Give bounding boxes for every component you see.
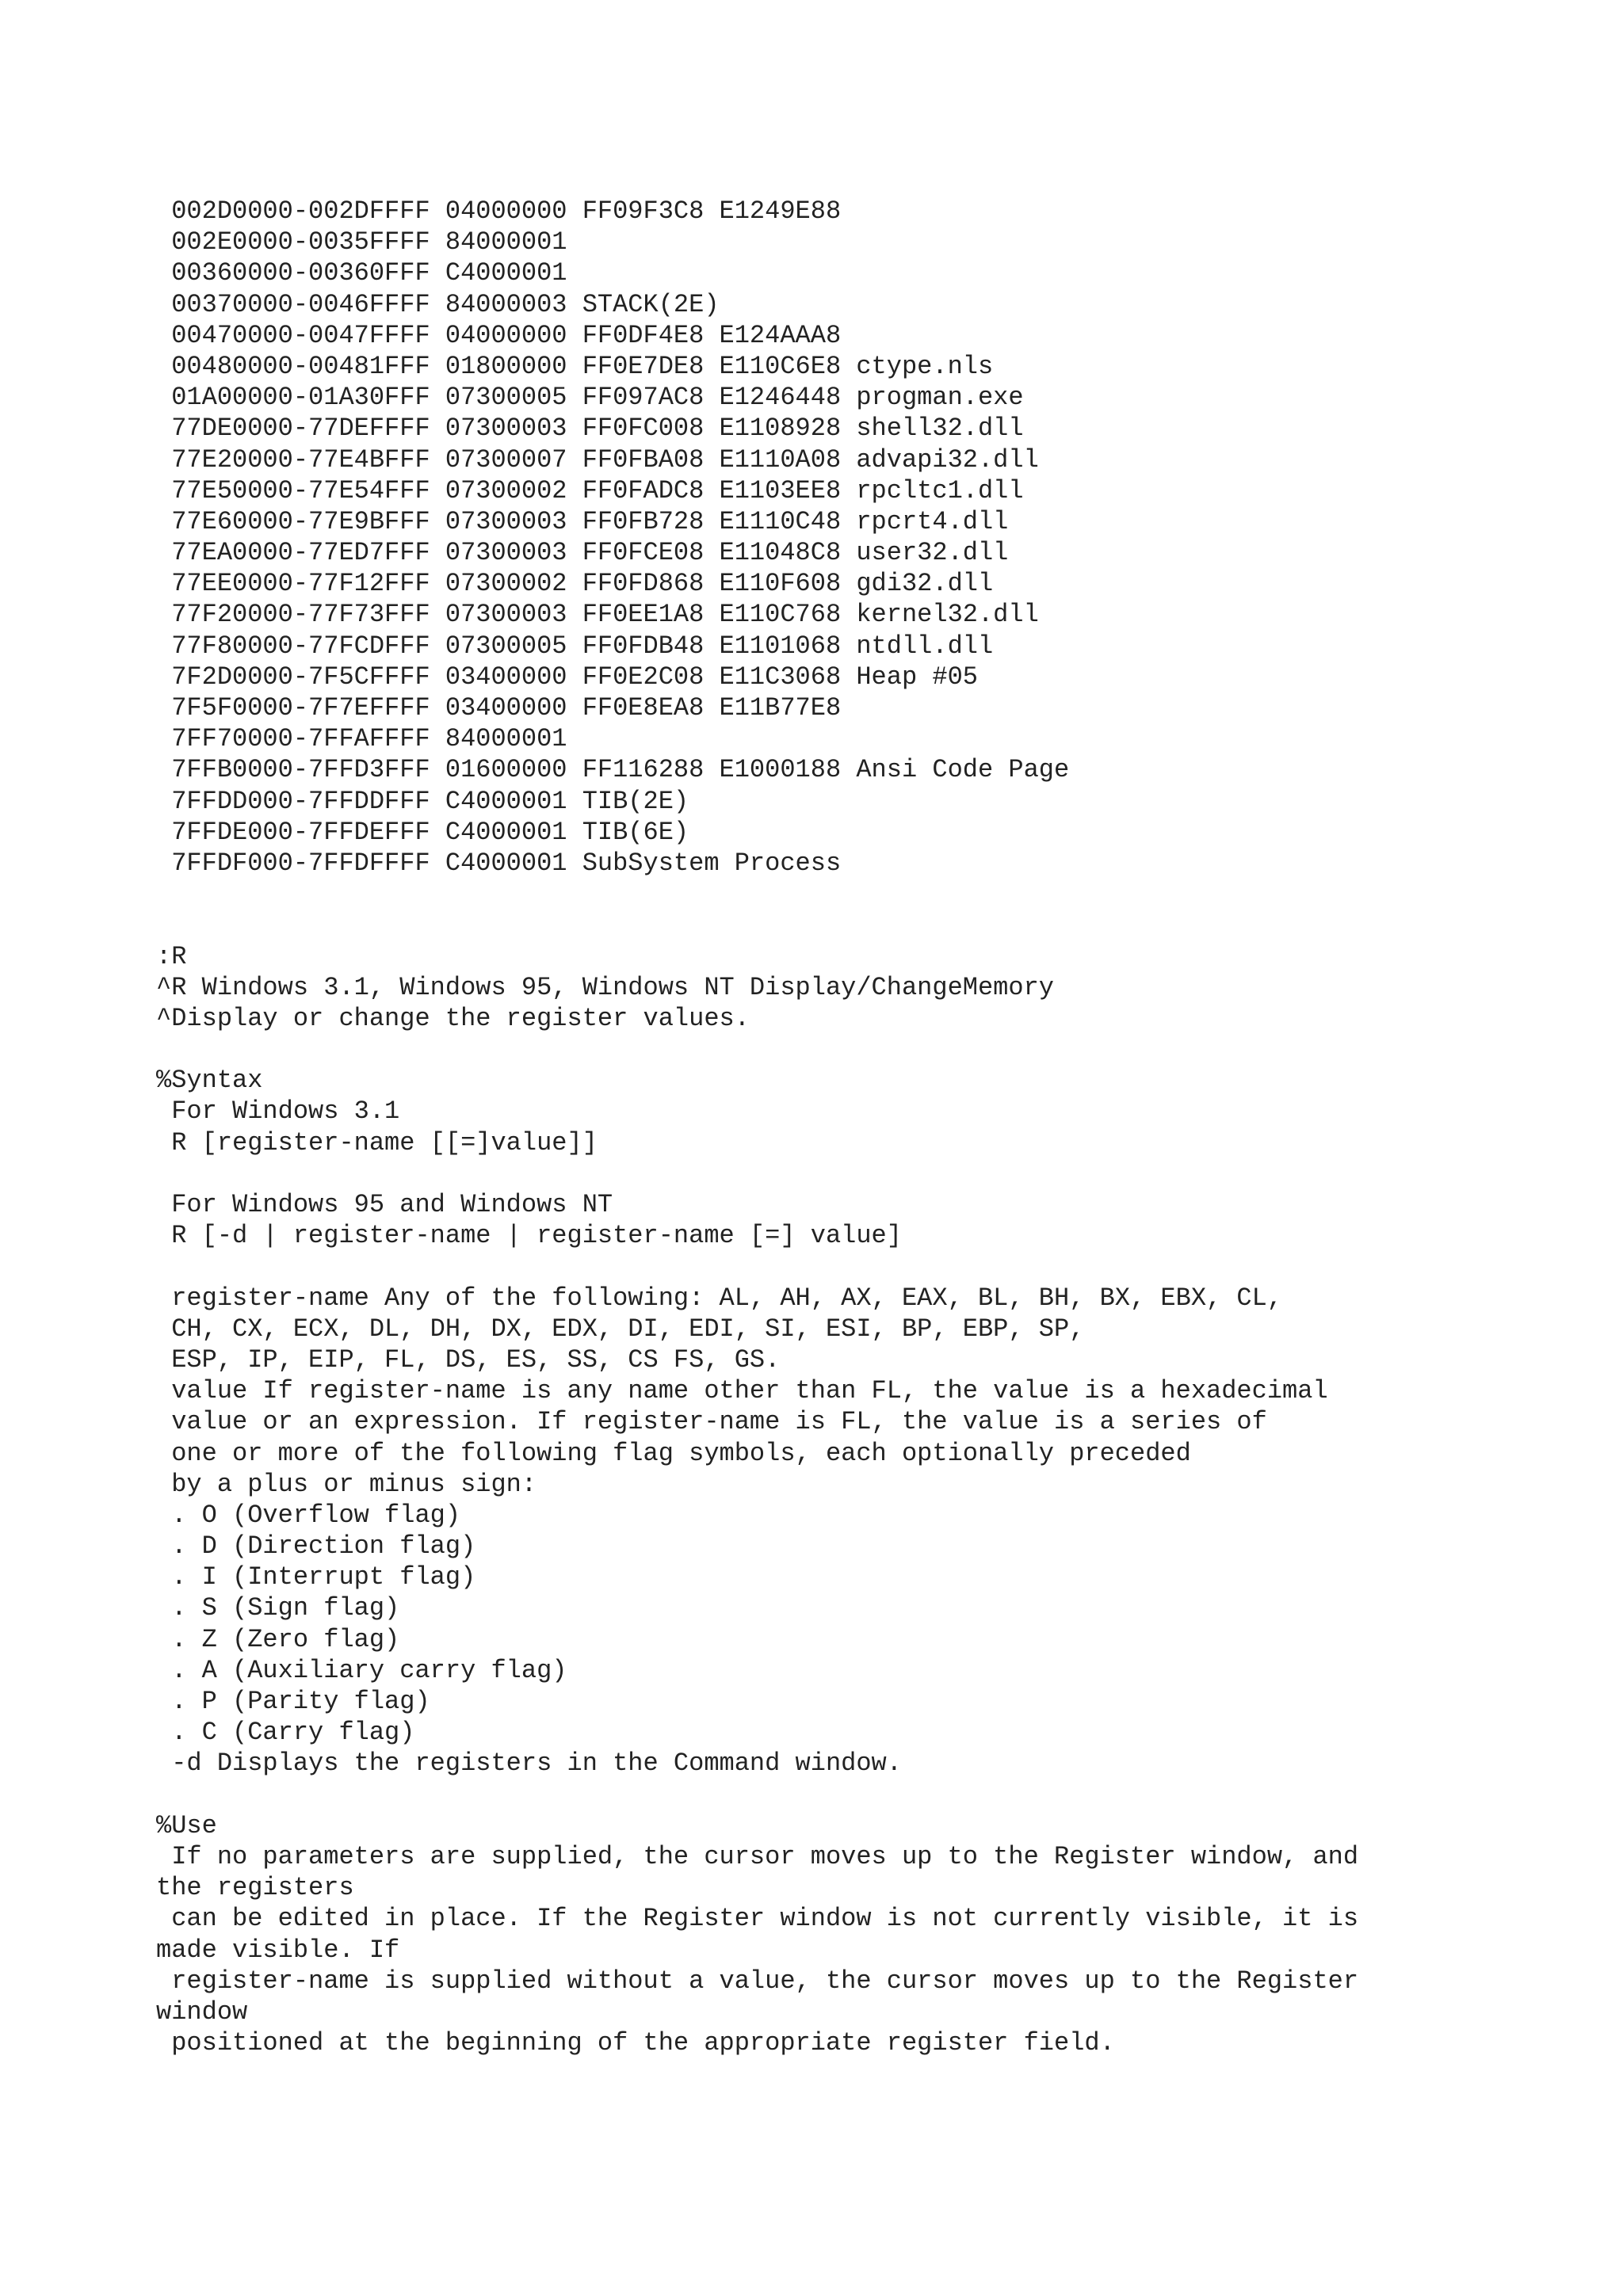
text-line: 77E20000-77E4BFFF 07300007 FF0FBA08 E1110A08 advapi32.dll	[156, 444, 1039, 475]
text-line: 77F20000-77F73FFF 07300003 FF0EE1A8 E110C768 kernel32.dll	[156, 600, 1039, 630]
text-line: can be edited in place. If the Register window is not currently visible, it is	[156, 1904, 1359, 1934]
text-line: 01A00000-01A30FFF 07300005 FF097AC8 E1246448 progman.exe	[156, 383, 1024, 413]
text-line: 7FFB0000-7FFD3FFF 01600000 FF116288 E1000188 Ansi Code Page	[156, 755, 1070, 785]
text-line: 77DE0000-77DEFFFF 07300003 FF0FC008 E1108928 shell32.dll	[156, 414, 1024, 444]
text-line: 7FFDF000-7FFDFFFF C4000001 SubSystem Process	[156, 848, 842, 878]
text-line: 00470000-0047FFFF 04000000 FF0DF4E8 E124AAA8	[156, 320, 842, 350]
text-line: made visible. If	[156, 1935, 400, 1965]
text-line: 77E50000-77E54FFF 07300002 FF0FADC8 E1103EE8 rpcltc1.dll	[156, 475, 1024, 505]
text-line: %Use	[156, 1810, 217, 1840]
text-line: value or an expression. If register-name is FL, the value is a series of	[156, 1407, 1267, 1437]
text-line: For Windows 3.1	[156, 1097, 400, 1127]
text-line: 7FFDE000-7FFDEFFF C4000001 TIB(6E)	[156, 817, 689, 847]
text-line: . Z (Zero flag)	[156, 1624, 400, 1654]
text-line: 7FF70000-7FFAFFFF 84000001	[156, 724, 567, 754]
text-line: the registers	[156, 1873, 354, 1903]
text-line: :R	[156, 941, 187, 971]
text-line: 77EA0000-77ED7FFF 07300003 FF0FCE08 E11048C8 user32.dll	[156, 538, 1009, 568]
text-line: ^R Windows 3.1, Windows 95, Windows NT Display/ChangeMemory	[156, 972, 1054, 1002]
text-line: register-name Any of the following: AL, AH, AX, EAX, BL, BH, BX, EBX, CL,	[156, 1283, 1283, 1313]
text-line	[156, 1034, 1598, 1065]
text-line: R [register-name [[=]value]]	[156, 1127, 598, 1158]
text-line: . A (Auxiliary carry flag)	[156, 1655, 567, 1685]
text-line	[156, 879, 1598, 910]
text-line: . P (Parity flag)	[156, 1687, 430, 1716]
text-line: R [-d | register-name | register-name [=] value]	[156, 1221, 902, 1251]
text-line: 7FFDD000-7FFDDFFF C4000001 TIB(2E)	[156, 786, 689, 816]
text-line: 7F2D0000-7F5CFFFF 03400000 FF0E2C08 E11C3068 Heap #05	[156, 662, 978, 692]
text-line: 77EE0000-77F12FFF 07300002 FF0FD868 E110F608 gdi32.dll	[156, 569, 994, 599]
text-line: value If register-name is any name other than FL, the value is a hexadecimal	[156, 1376, 1328, 1406]
text-line	[156, 1779, 1598, 1810]
text-line	[156, 1158, 1598, 1189]
text-line: If no parameters are supplied, the cursor moves up to the Register window, and	[156, 1841, 1359, 1871]
text-line: %Syntax	[156, 1066, 263, 1096]
text-line: 00480000-00481FFF 01800000 FF0E7DE8 E110C6E8 ctype.nls	[156, 351, 994, 381]
text-line: ^Display or change the register values.	[156, 1003, 750, 1033]
text-line: by a plus or minus sign:	[156, 1469, 537, 1499]
text-line: 7F5F0000-7F7EFFFF 03400000 FF0E8EA8 E11B77E8	[156, 693, 842, 723]
text-line	[156, 1251, 1598, 1282]
document-text	[156, 196, 1598, 2058]
text-line	[156, 910, 1598, 940]
text-line: . D (Direction flag)	[156, 1531, 476, 1562]
text-line: 002E0000-0035FFFF 84000001	[156, 227, 567, 257]
text-line: window	[156, 1997, 248, 2027]
text-line: 00360000-00360FFF C4000001	[156, 258, 567, 288]
text-line: ESP, IP, EIP, FL, DS, ES, SS, CS FS, GS.	[156, 1344, 781, 1375]
text-line: positioned at the beginning of the appropriate register field.	[156, 2028, 1115, 2058]
text-line: . I (Interrupt flag)	[156, 1562, 476, 1592]
text-line: 77F80000-77FCDFFF 07300005 FF0FDB48 E1101068 ntdll.dll	[156, 631, 994, 661]
text-line: 002D0000-002DFFFF 04000000 FF09F3C8 E1249E88	[156, 196, 842, 226]
text-line: register-name is supplied without a value, the cursor moves up to the Register	[156, 1966, 1359, 1996]
text-line: . S (Sign flag)	[156, 1593, 400, 1623]
text-line: For Windows 95 and Windows NT	[156, 1190, 613, 1219]
text-line: . O (Overflow flag)	[156, 1500, 461, 1530]
text-line: -d Displays the registers in the Command window.	[156, 1749, 902, 1779]
text-line: 00370000-0046FFFF 84000003 STACK(2E)	[156, 289, 720, 319]
text-line: CH, CX, ECX, DL, DH, DX, EDX, DI, EDI, SI, ESI, BP, EBP, SP,	[156, 1314, 1085, 1344]
text-line: 77E60000-77E9BFFF 07300003 FF0FB728 E1110C48 rpcrt4.dll	[156, 506, 1009, 536]
text-line: one or more of the following flag symbols, each optionally preceded	[156, 1438, 1191, 1468]
text-line: . C (Carry flag)	[156, 1718, 415, 1748]
